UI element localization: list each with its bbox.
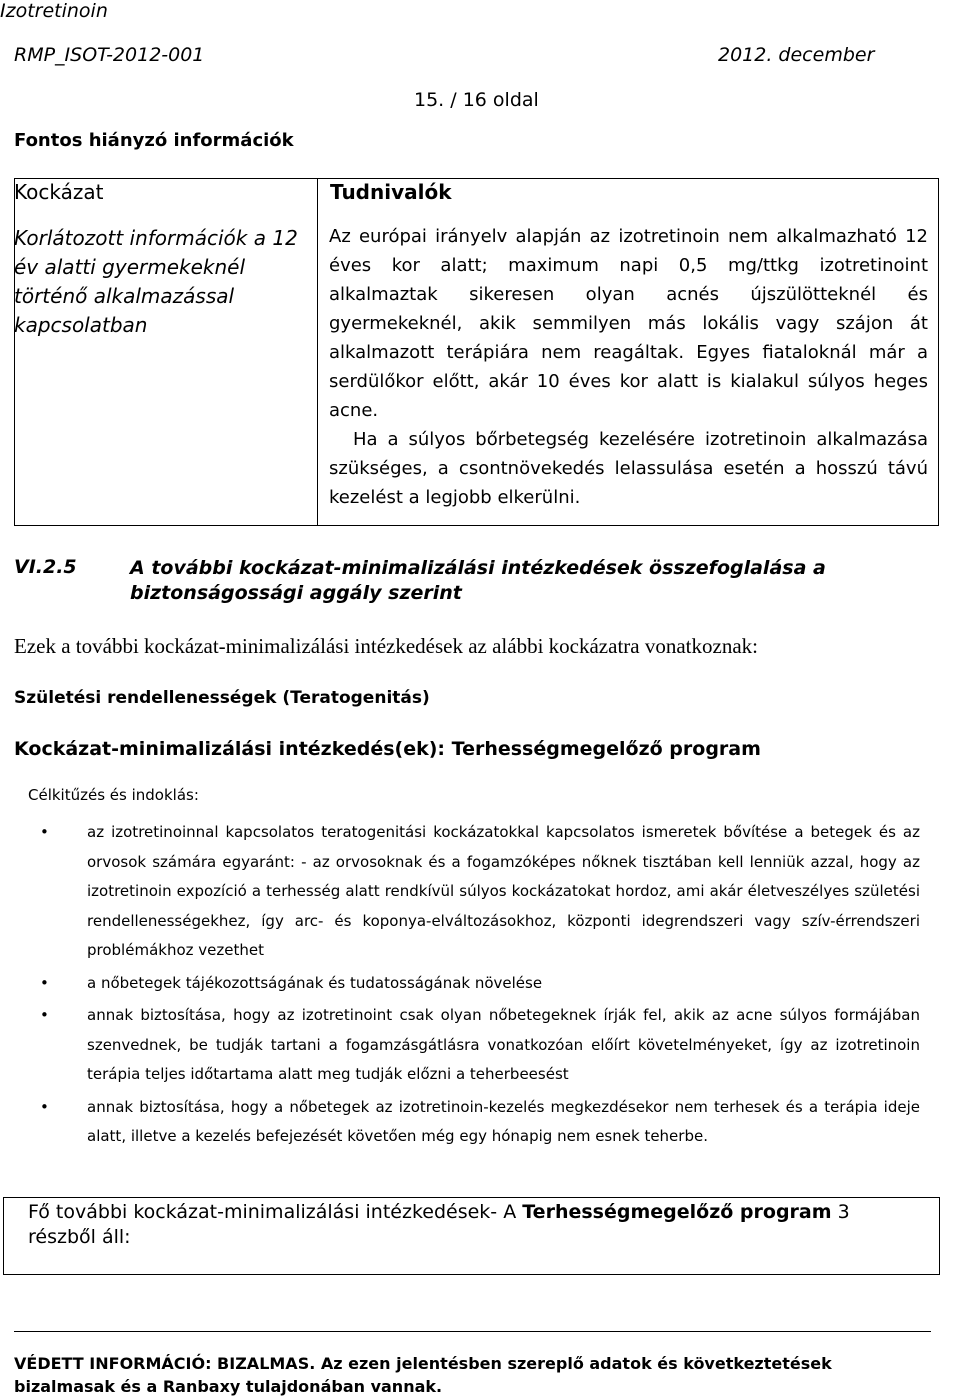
page-number: 15. / 16 oldal <box>414 89 539 111</box>
confidentiality-notice <box>14 1352 944 1398</box>
risk-name: Születési rendellenességek (Teratogenitás) <box>14 688 430 708</box>
risk-column-header: Kockázat <box>14 180 104 204</box>
bullet-icon: • <box>40 1006 49 1024</box>
list-item <box>40 818 920 966</box>
objective-label: Célkitűzés és indoklás: <box>28 786 199 804</box>
table-divider <box>317 178 318 526</box>
program-summary-tail: 3 részből áll: <box>28 1201 850 1248</box>
footer-line-2: bizalmasak és a Ranbaxy tulajdonában vannak. <box>14 1377 443 1396</box>
product-name: Izotretinoin <box>0 0 108 22</box>
program-summary <box>28 1200 918 1250</box>
info-description <box>329 222 928 512</box>
risk-description: Korlátozott információk a 12 év alatti gyermekeknél történő alkalmazással kapcsolatban <box>14 226 298 337</box>
info-column-header: Tudnivalók <box>330 180 452 204</box>
list-item <box>40 1001 920 1090</box>
list-item-text: annak biztosítása, hogy az izotretinoint csak olyan nőbetegeknek írják fel, akik az acne súlyos formájában szenvednek, be tudják tartani a fogamzásgátlásra vonatkozóan előírt követelményeket, így az izotretinoin terápia teljes időtartama alatt meg tudják előzni a teherbeesést <box>87 1006 920 1083</box>
info-paragraph-2: Ha a súlyos bőrbetegség kezelésére izotretinoin alkalmazása szükséges, a csontnövekedés lelassulása esetén a hosszú távú kezelést a legjobb elkerülni. <box>329 429 928 508</box>
bullet-icon: • <box>40 973 49 992</box>
measure-title: Kockázat-minimalizálási intézkedés(ek): Terhességmegelőző program <box>14 738 761 760</box>
program-name: Terhességmegelőző program <box>522 1201 832 1223</box>
list-item-text: az izotretinoinnal kapcsolatos teratogenitási kockázatokkal kapcsolatos ismeretek bővítése a betegek és az orvosok számára egyaránt: - az orvosoknak és a fogamzóképes nőknek tisztában kell lenniük azzal, hogy az izotretinoin expozíció a terhesség alatt rendkívül súlyos kockázatokat hordoz, ami akár életveszélyes születési rendellenességekhez, így arc- és koponya-elváltozásokhoz, központi idegrendszeri vagy szív-érrendszeri problémákhoz vezethet <box>87 823 920 959</box>
list-item <box>40 969 920 999</box>
list-item <box>40 1093 920 1152</box>
document-date: 2012. december <box>718 44 875 66</box>
section-number: VI.2.5 <box>14 556 77 578</box>
section-intro: Ezek a további kockázat-minimalizálási intézkedések az alábbi kockázatra vonatkoznak: <box>14 634 758 658</box>
list-item-text: annak biztosítása, hogy a nőbetegek az izotretinoin-kezelés megkezdésekor nem terhesek és a terápia ideje alatt, illetve a kezelés befejezését követően még egy hónapig nem esnek teherbe. <box>87 1097 920 1145</box>
info-paragraph-1: Az európai irányelv alapján az izotretinoin nem alkalmazható 12 éves kor alatt; maximum napi 0,5 mg/ttkg izotretinoint alkalmaztak sikeresen olyan acnés újszülötteknél és gyermekeknél, akik semmilyen más lokális vagy szájon át alkalmazott terápiára nem reagáltak. Egyes fiataloknál már a serdülőkor előtt, akár 10 éves kor alatt is kialakul súlyos heges acne. <box>329 226 928 421</box>
program-summary-lead: Fő további kockázat-minimalizálási intézkedések- A <box>28 1201 523 1223</box>
missing-info-title: Fontos hiányzó információk <box>14 130 294 151</box>
list-item-text: a nőbetegek tájékozottságának és tudatosságának növelése <box>87 973 543 992</box>
objective-list <box>40 818 920 1155</box>
bullet-icon: • <box>40 1097 49 1116</box>
section-title: A további kockázat-minimalizálási intézkedések összefoglalása a biztonságossági aggály szerint <box>130 557 826 604</box>
bullet-icon: • <box>40 823 49 841</box>
document-id: RMP_ISOT-2012-001 <box>14 44 205 66</box>
footer-divider <box>14 1331 931 1332</box>
footer-line-1: VÉDETT INFORMÁCIÓ: BIZALMAS. Az ezen jelentésben szereplő adatok és következtetések <box>14 1354 832 1373</box>
